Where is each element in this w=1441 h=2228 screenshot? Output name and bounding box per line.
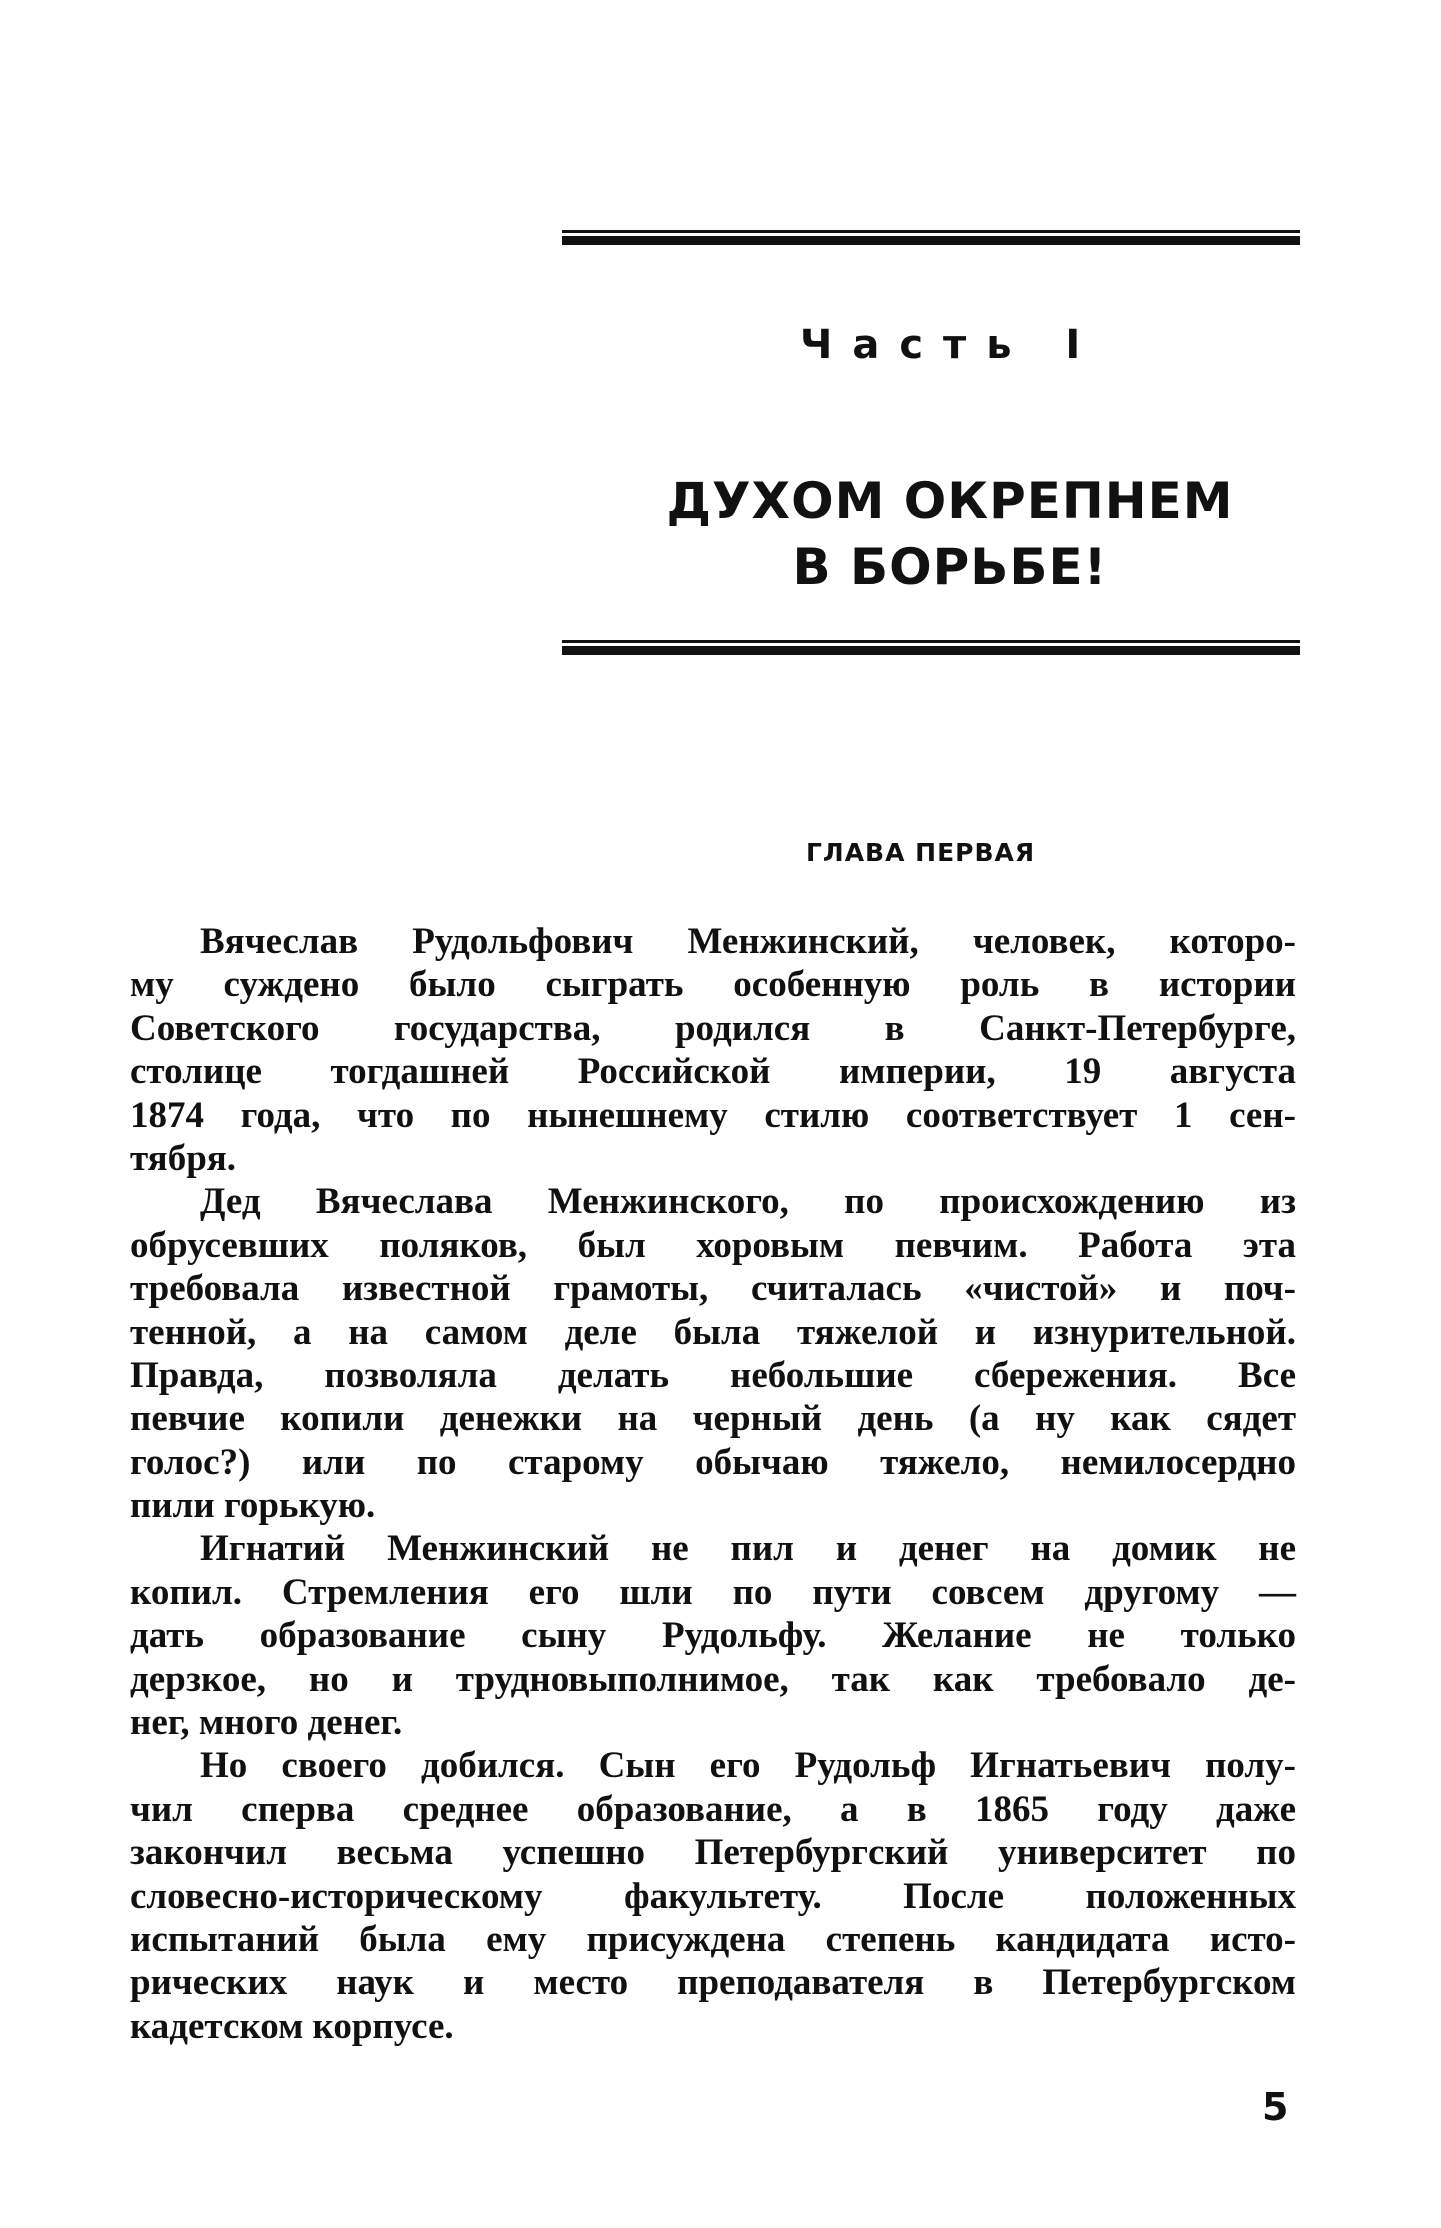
text-line: чил сперва среднее образование, а в 1865 году даже: [130, 1788, 1296, 1830]
text-line: словесно-историческому факультету. После положенных: [130, 1875, 1296, 1917]
text-line: пили горькую.: [130, 1485, 376, 1527]
paragraph: [130, 1180, 1296, 1527]
top-rule-thin-line: [562, 230, 1300, 233]
text-line: 1874 года, что по нынешнему стилю соответствует 1 сен-: [130, 1094, 1296, 1136]
text-line: закончил весьма успешно Петербургский университет по: [130, 1832, 1296, 1874]
text-line: певчие копили денежки на черный день (а ну как сядет: [130, 1398, 1296, 1440]
chapter-heading: ГЛАВА ПЕРВАЯ: [806, 838, 1036, 867]
text-line: копил. Стремления его шли по пути совсем другому —: [130, 1571, 1296, 1613]
chapter-body: [130, 920, 1296, 2048]
text-line: кадетском корпусе.: [130, 2005, 454, 2047]
part-title: [600, 468, 1300, 600]
paragraph: [130, 1527, 1296, 1744]
part-title-line: ДУХОМ ОКРЕПНЕМ: [666, 472, 1234, 530]
bottom-rule-thick-line: [562, 646, 1300, 655]
text-line: Вячеслав Рудольфович Менжинский, человек, которо-: [200, 921, 1296, 962]
text-line: требовала известной грамоты, считалась «чистой» и поч-: [130, 1268, 1296, 1310]
text-line: дерзкое, но и трудновыполнимое, так как требовало де-: [130, 1658, 1296, 1700]
bottom-rule: [562, 640, 1300, 655]
text-line: Советского государства, родился в Санкт-Петербурге,: [130, 1007, 1296, 1049]
text-line: испытаний была ему присуждена степень кандидата исто-: [130, 1918, 1296, 1960]
text-line: му суждено было сыграть особенную роль в истории: [130, 964, 1296, 1006]
top-rule: [562, 230, 1300, 245]
text-line: Дед Вячеслава Менжинского, по происхождению из: [200, 1181, 1296, 1223]
paragraph: [130, 920, 1296, 1180]
text-line: тенной, а на самом деле была тяжелой и изнурительной.: [130, 1311, 1296, 1353]
bottom-rule-thin-line: [562, 640, 1300, 643]
text-line: Правда, позволяла делать небольшие сбережения. Все: [130, 1354, 1296, 1396]
part-title-line: В БОРЬБЕ!: [792, 538, 1108, 596]
page-number: 5: [1262, 2085, 1289, 2129]
text-line: голос?) или по старому обычаю тяжело, немилосердно: [130, 1441, 1296, 1483]
text-line: нег, много денег.: [130, 1702, 403, 1744]
paragraph: [130, 1744, 1296, 2048]
text-line: обрусевших поляков, был хоровым певчим. Работа эта: [130, 1224, 1296, 1266]
text-line: тября.: [130, 1137, 237, 1179]
text-line: Игнатий Менжинский не пил и денег на домик не: [200, 1528, 1296, 1570]
top-rule-thick-line: [562, 236, 1300, 245]
text-line: дать образование сыну Рудольфу. Желание не только: [130, 1615, 1296, 1657]
text-line: столице тогдашней Российской империи, 19 августа: [130, 1051, 1296, 1093]
text-line: рических наук и место преподавателя в Петербургском: [130, 1962, 1296, 2004]
text-line: Но своего добился. Сын его Рудольф Игнатьевич полу-: [200, 1745, 1296, 1787]
part-label: Часть I: [800, 322, 1101, 368]
